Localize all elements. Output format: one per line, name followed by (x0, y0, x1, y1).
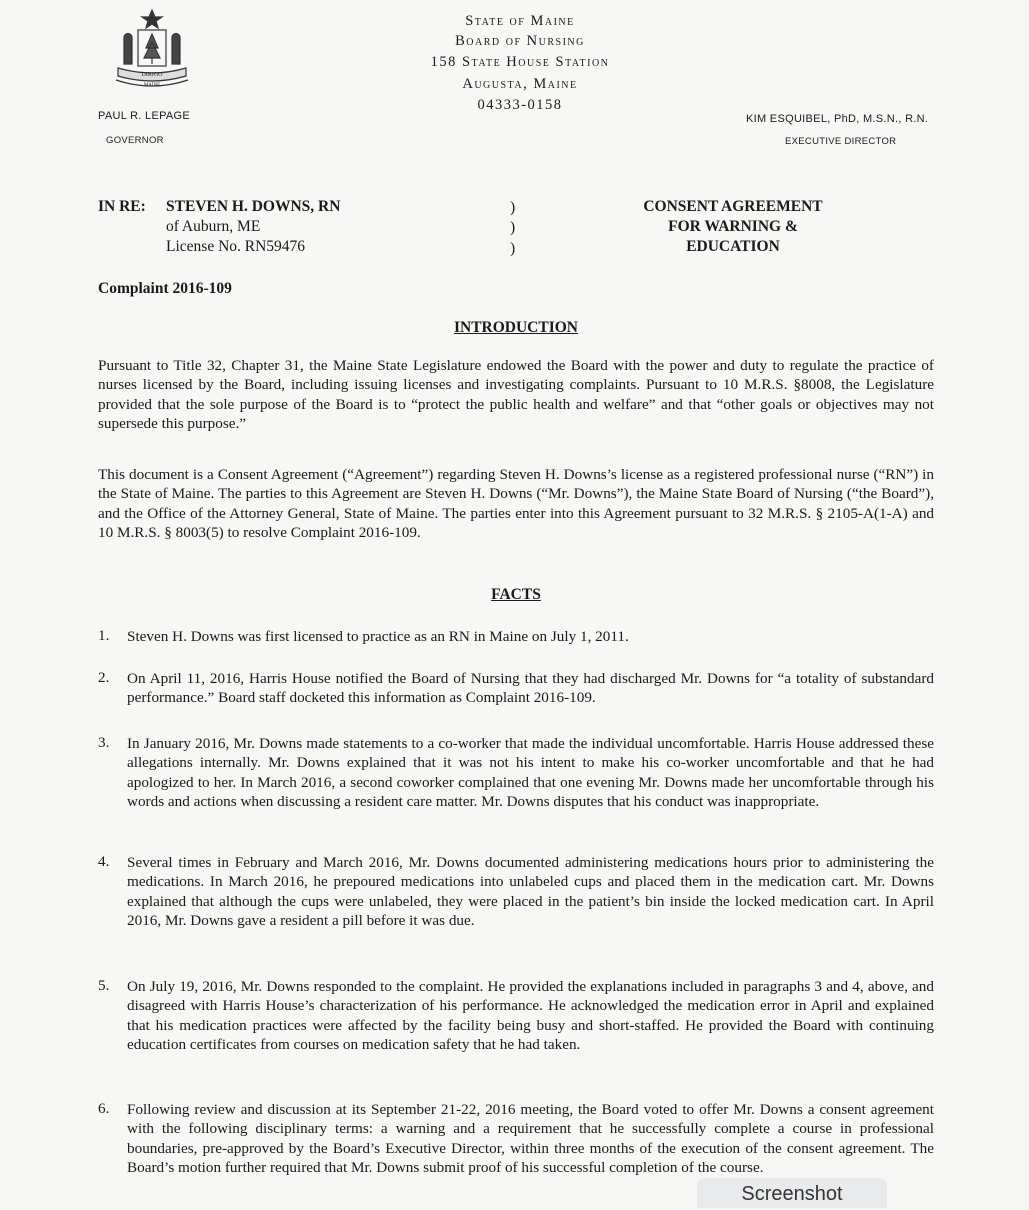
in-re-label: IN RE: (98, 198, 146, 215)
agreement-title-2: FOR WARNING & (668, 218, 798, 235)
caption-paren-1: ) (510, 199, 516, 216)
caption-paren-2: ) (510, 219, 516, 236)
address-line-1: 158 State House Station (430, 54, 610, 70)
director-title: EXECUTIVE DIRECTOR (785, 136, 897, 147)
intro-paragraph-2: This document is a Consent Agreement (“Agreement”) regarding Steven H. Downs’s license as a registered professional nurse (“RN”) in the State of Maine. The parties to this Agreement are Steven H. Downs (“Mr. Downs”), the Maine State Board of Nursing (“the Board”), and the Office of the Attorney General, State of Maine. The parties enter into this Agreement pursuant to 32 M.R.S. § 2105-A(1-A) and 10 M.R.S. § 8003(5) to resolve Complaint 2016-109. (98, 466, 934, 541)
complaint-number: Complaint 2016-109 (98, 280, 232, 297)
agreement-title-1: CONSENT AGREEMENT (643, 198, 823, 215)
caption-paren-3: ) (510, 240, 516, 257)
governor-title: GOVERNOR (106, 135, 164, 146)
introduction-heading: INTRODUCTION (453, 319, 578, 336)
fact-text: On July 19, 2016, Mr. Downs responded to the complaint. He provided the explanations included in paragraphs 3 and 4, above, and disagreed with Harris House’s characterization of his performance. He acknowledged the medication error in April and explained that his medication practices were affected by the facility being busy and short-staffed. He provided the Board with continuing education certificates from courses on medication safety that he had taken. (127, 978, 934, 1053)
zip-code: 04333-0158 (477, 97, 563, 113)
license-number: License No. RN59476 (166, 238, 306, 255)
fact-text: Following review and discussion at its September 21-22, 2016 meeting, the Board voted to offer Mr. Downs a consent agreement with the following disciplinary terms: a warning and a requirement that he successfully complete a course in professional boundaries, pre-approved by the Board’s Executive Director, within three months of the execution of the consent agreement. The Board’s motion further required that Mr. Downs submit proof of his successful completion of the course. (127, 1101, 934, 1176)
respondent-city: of Auburn, ME (166, 218, 261, 235)
address-line-2: Augusta, Maine (462, 76, 578, 92)
fact-number: 4. (98, 853, 110, 870)
fact-text: On April 11, 2016, Harris House notified the Board of Nursing that they had discharged Mr. Downs for “a totality of substandard performance.” Board staff docketed this information as Complaint 2016-109. (127, 670, 934, 707)
state-seal-icon (110, 8, 194, 88)
fact-text: In January 2016, Mr. Downs made statements to a co-worker that made the individual uncomfortable. Harris House addressed these allegations internally. Mr. Downs explained that it was not his intent to make his co-worker uncomfortable and that he had apologized to her. In March 2016, a second coworker complained that one evening Mr. Downs made her uncomfortable through his words and actions when discussing a resident care matter. Mr. Downs disputes that his conduct was inappropriate. (127, 735, 934, 810)
fact-text: Steven H. Downs was first licensed to practice as an RN in Maine on July 1, 2011. (127, 628, 629, 645)
agreement-title-3: EDUCATION (686, 238, 780, 255)
agency-name: State of Maine (465, 13, 575, 29)
respondent-name: STEVEN H. DOWNS, RN (166, 198, 341, 215)
facts-heading: FACTS (491, 586, 541, 603)
director-name: KIM ESQUIBEL, PhD, M.S.N., R.N. (746, 113, 929, 125)
board-name: Board of Nursing (455, 33, 585, 49)
screenshot-badge[interactable]: Screenshot (697, 1178, 887, 1208)
fact-number: 1. (98, 627, 110, 644)
fact-text: Several times in February and March 2016, Mr. Downs documented administering medications hours prior to administering the medications. In March 2016, he prepoured medications into unlabeled cups and placed them in the medication cart. Mr. Downs explained that although the cups were unlabeled, they were placed in the patient’s bin inside the locked medication cart. In April 2016, Mr. Downs gave a resident a pill before it was due. (127, 854, 934, 929)
fact-number: 5. (98, 977, 110, 994)
svg-text:DIRIGO: DIRIGO (141, 72, 163, 78)
governor-name: PAUL R. LEPAGE (98, 110, 191, 122)
svg-text:MAINE: MAINE (143, 83, 161, 88)
fact-number: 6. (98, 1100, 110, 1117)
fact-number: 2. (98, 669, 110, 686)
fact-number: 3. (98, 734, 110, 751)
intro-paragraph-1: Pursuant to Title 32, Chapter 31, the Maine State Legislature endowed the Board with the power and duty to regulate the practice of nurses licensed by the Board, including issuing licenses and investigating complaints. Pursuant to 10 M.R.S. §8008, the Legislature provided that the sole purpose of the Board is to “protect the public health and welfare” and that “other goals or objectives may not supersede this purpose.” (98, 357, 934, 432)
